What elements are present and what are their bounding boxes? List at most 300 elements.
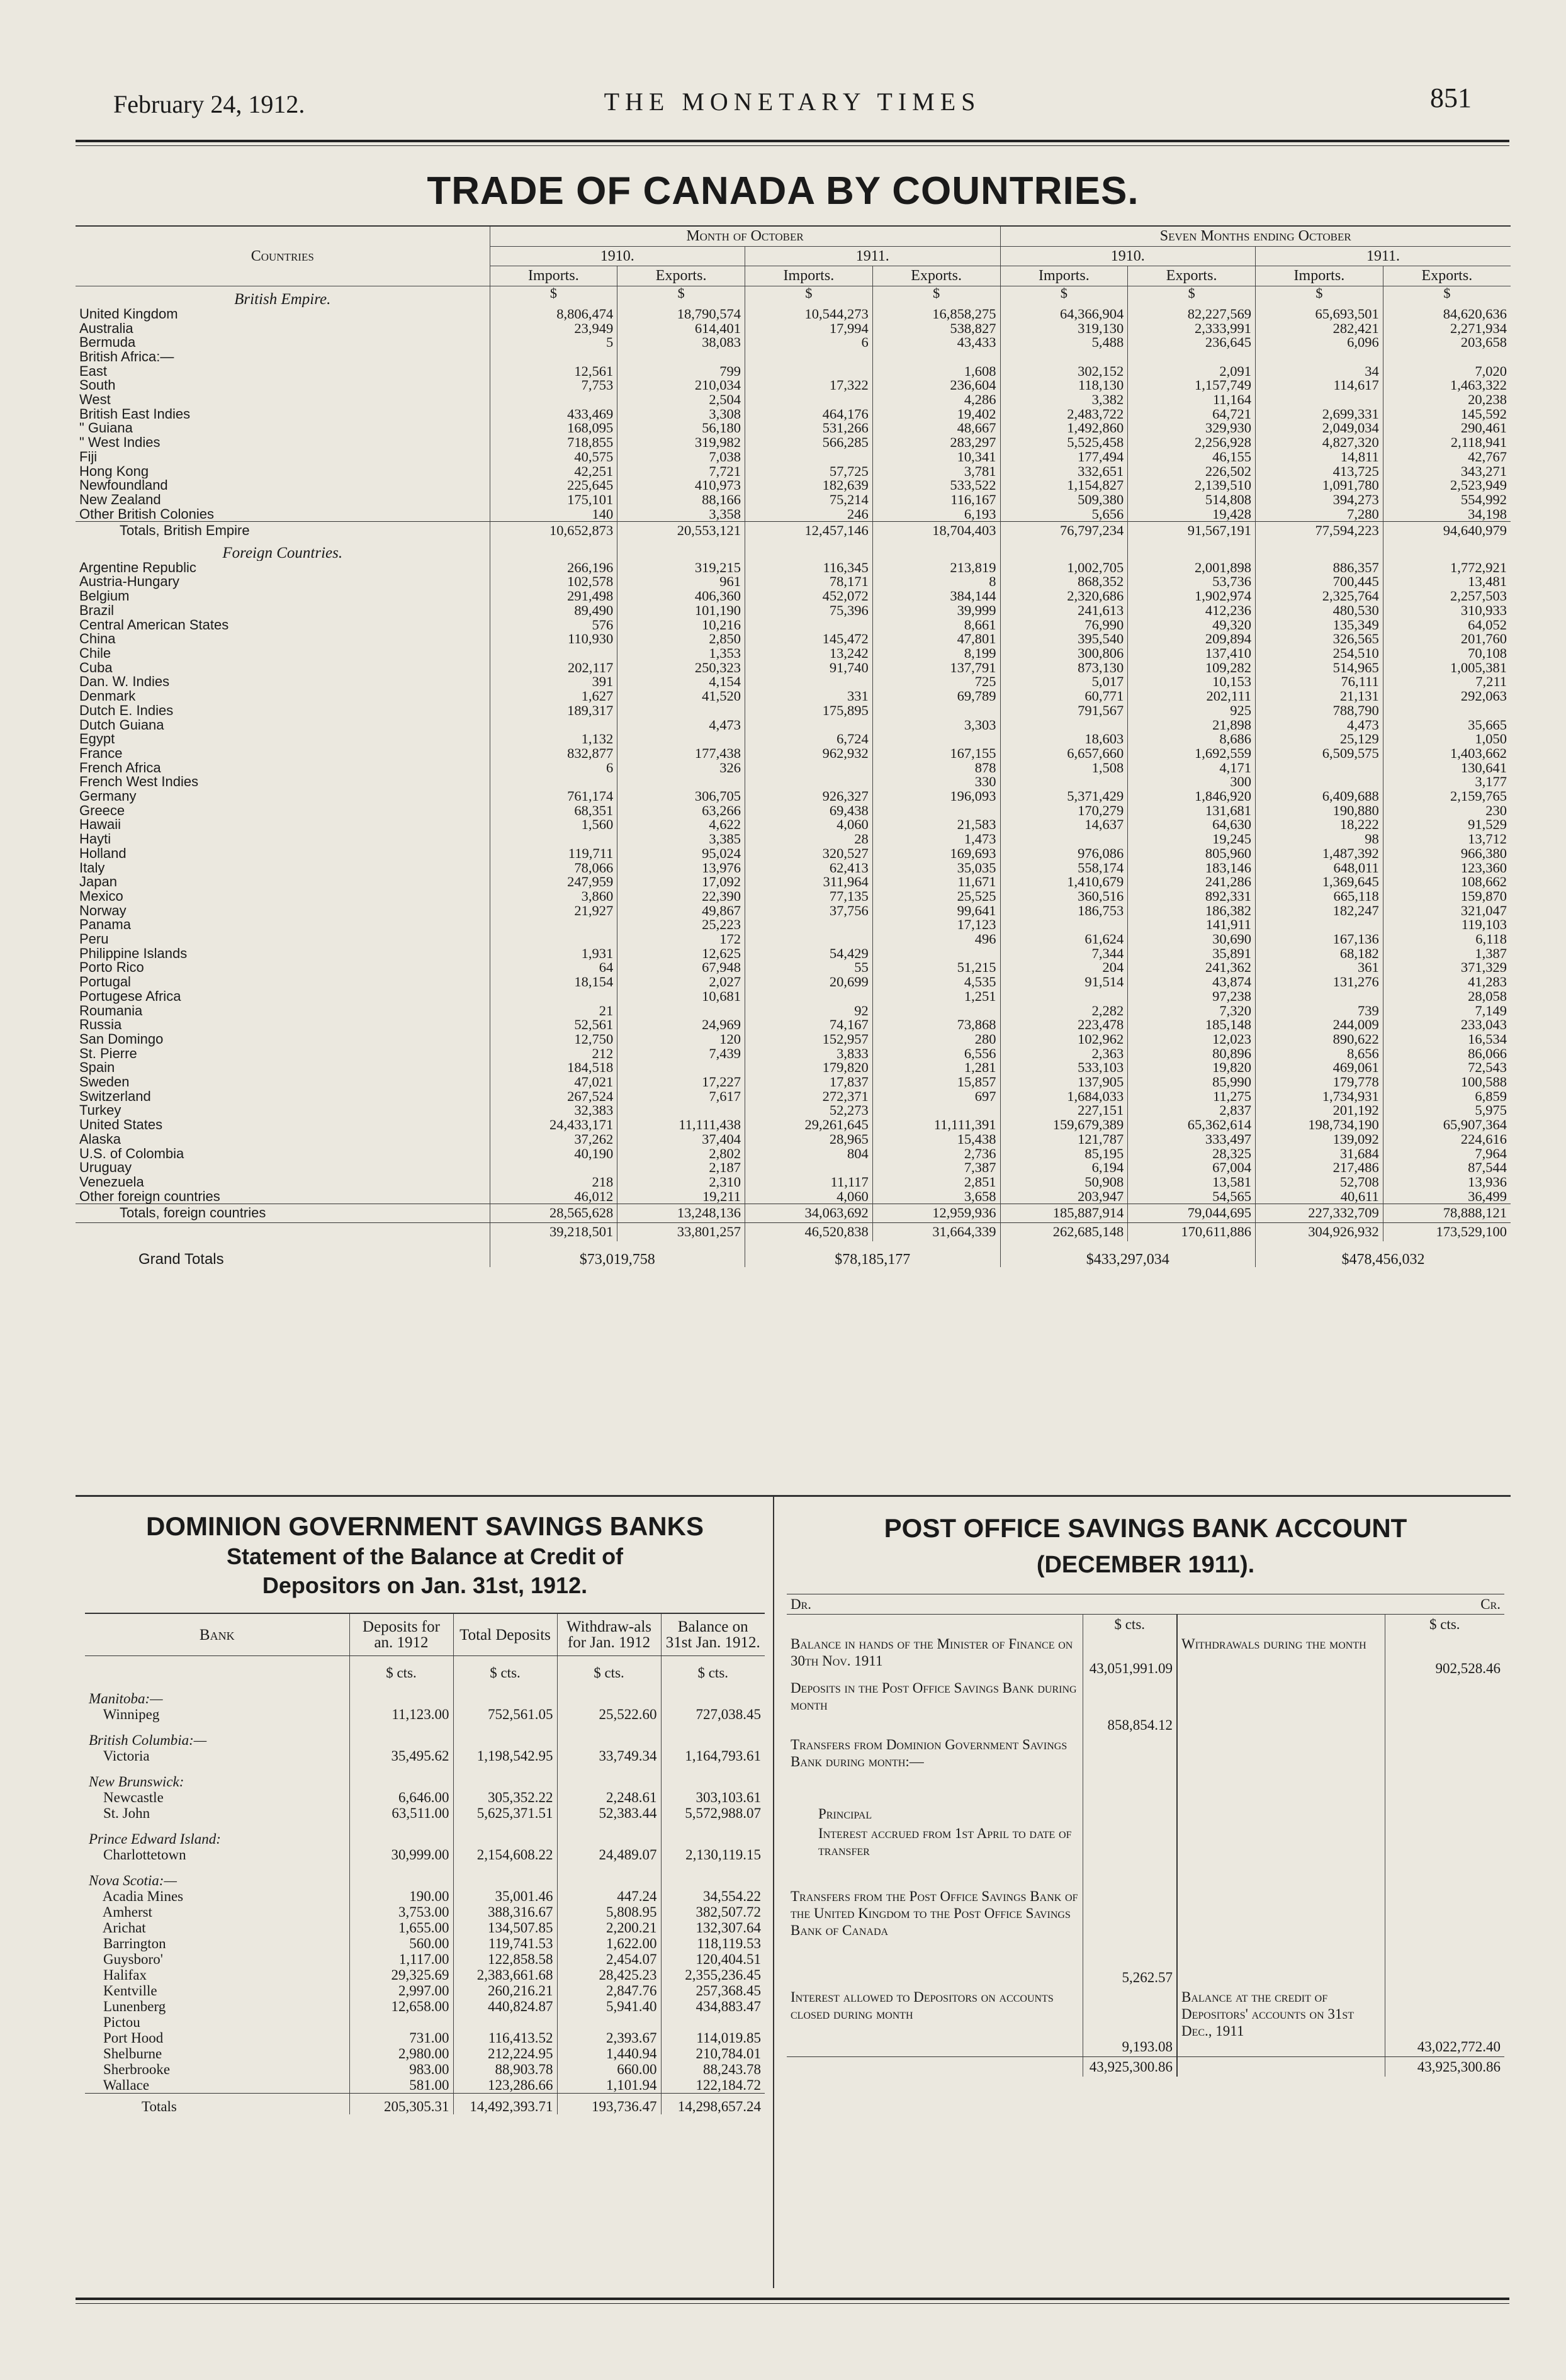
table-row	[76, 1175, 1511, 1190]
value-cell: 170,279	[1000, 804, 1128, 818]
value-cell: 70,108	[1383, 646, 1511, 661]
table-row	[76, 689, 1511, 704]
value-cell: 130,641	[1383, 761, 1511, 775]
table-row	[76, 1047, 1511, 1061]
value-cell: 700,445	[1256, 575, 1383, 589]
value-cell: 452,072	[745, 589, 873, 604]
value-cell: 8,199	[872, 646, 1000, 661]
table-row	[85, 1936, 765, 1951]
country-name: Germany	[79, 789, 137, 804]
value-cell: 213,819	[872, 561, 1000, 575]
table-row	[76, 932, 1511, 947]
value-cell: 131,276	[1256, 975, 1383, 990]
value-cell: 167,136	[1256, 932, 1383, 947]
value-cell: 1,473	[872, 832, 1000, 847]
value-cell: 74,167	[745, 1018, 873, 1032]
value-cell	[617, 1061, 745, 1075]
principal-label: Principal	[818, 1806, 872, 1822]
country-name: British East Indies	[79, 407, 191, 422]
table-row	[76, 322, 1511, 336]
value-cell	[557, 2014, 661, 2030]
value-cell: 1,487,392	[1256, 847, 1383, 861]
value-cell: 1,410,679	[1000, 875, 1128, 889]
table-row	[76, 732, 1511, 747]
value-cell: 382,507.72	[661, 1904, 765, 1920]
value-cell: 62,413	[745, 861, 873, 876]
value-cell: 19,211	[617, 1190, 745, 1204]
exports-header: Exports.	[1383, 266, 1511, 286]
post-office-savings-section	[787, 1511, 1504, 2077]
value-cell: 1,902,974	[1128, 589, 1256, 604]
column-divider	[773, 1495, 774, 2288]
value-cell: 190.00	[349, 1888, 453, 1904]
value-cell: 119,711	[490, 847, 617, 861]
value-cell: 236,604	[872, 378, 1000, 393]
value-cell: 1,492,860	[1000, 421, 1128, 436]
value-cell: 966,380	[1383, 847, 1511, 861]
table-row	[76, 889, 1511, 904]
value-cell: 88,243.78	[661, 2061, 765, 2077]
value-cell: 10,153	[1128, 675, 1256, 689]
value-cell: 4,154	[617, 675, 745, 689]
value-cell: 6,509,575	[1256, 747, 1383, 761]
value-cell: 10,544,273	[745, 307, 873, 322]
value-cell: 246	[745, 507, 873, 522]
value-cell: 1,198,542.95	[453, 1748, 557, 1764]
value-cell: 2,393.67	[557, 2030, 661, 2046]
value-cell: 36,499	[1383, 1190, 1511, 1204]
value-cell: 440,824.87	[453, 1999, 557, 2014]
value-cell: 4,060	[745, 818, 873, 832]
value-cell	[490, 646, 617, 661]
branch-name: Port Hood	[89, 2030, 164, 2046]
value-cell: 731.00	[349, 2030, 453, 2046]
value-cell: 7,280	[1256, 507, 1383, 522]
value-cell: 2,049,034	[1256, 421, 1383, 436]
grand-total-value: $73,019,758	[490, 1241, 745, 1267]
value-cell: 1,002,705	[1000, 561, 1128, 575]
total-value: 31,664,339	[872, 1223, 1000, 1241]
value-cell: 11,111,438	[617, 1118, 745, 1132]
value-cell: 25,129	[1256, 732, 1383, 747]
value-cell: 123,286.66	[453, 2077, 557, 2094]
value-cell: 20,699	[745, 975, 873, 990]
value-cell: 212	[490, 1047, 617, 1061]
value-cell: 5,488	[1000, 336, 1128, 350]
table-row	[85, 1999, 765, 2014]
value-cell: 447.24	[557, 1888, 661, 1904]
value-cell: 434,883.47	[661, 1999, 765, 2014]
value-cell	[490, 775, 617, 789]
value-cell: 137,791	[872, 661, 1000, 675]
branch-name: Lunenberg	[89, 1999, 166, 2014]
exports-header: Exports.	[1128, 266, 1256, 286]
debit-label: Dr.	[791, 1596, 812, 1612]
total-value: 193,736.47	[557, 2094, 661, 2115]
value-cell: 2,383,661.68	[453, 1967, 557, 1983]
value-cell: 175,101	[490, 493, 617, 507]
value-cell: 134,507.85	[453, 1920, 557, 1936]
table-row	[76, 646, 1511, 661]
imports-header: Imports.	[745, 266, 873, 286]
value-cell	[617, 704, 745, 718]
value-cell: 11,111,391	[872, 1118, 1000, 1132]
value-cell: 41,520	[617, 689, 745, 704]
total-value: 20,553,121	[617, 522, 745, 540]
value-cell: 108,662	[1383, 875, 1511, 889]
value-cell	[745, 932, 873, 947]
table-row	[76, 364, 1511, 379]
value-cell: 35,001.46	[453, 1888, 557, 1904]
value-cell: 300	[1128, 775, 1256, 789]
value-cell: 116,167	[872, 493, 1000, 507]
branch-name: Kentville	[89, 1983, 157, 1999]
total-value: 39,218,501	[490, 1223, 617, 1241]
value-cell: 394,273	[1256, 493, 1383, 507]
table-row	[76, 493, 1511, 507]
dollar-sign	[1128, 540, 1256, 561]
value-cell: 566,285	[745, 436, 873, 450]
province-heading-row	[85, 1681, 765, 1706]
value-cell: 6,096	[1256, 336, 1383, 350]
value-cell: 169,693	[872, 847, 1000, 861]
value-cell: 224,616	[1383, 1132, 1511, 1147]
value-cell: 538,827	[872, 322, 1000, 336]
value-cell: 34,198	[1383, 507, 1511, 522]
value-cell	[872, 350, 1000, 364]
value-cell: 413,725	[1256, 465, 1383, 479]
value-cell: 48,667	[872, 421, 1000, 436]
table-row	[85, 2077, 765, 2094]
value-cell: 2,256,928	[1128, 436, 1256, 450]
value-cell	[1128, 350, 1256, 364]
value-cell: 2,355,236.45	[661, 1967, 765, 1983]
interest-allowed-label: Interest allowed to Depositors on accounts closed during month	[791, 1989, 1054, 2022]
dollar-sign: $	[872, 286, 1000, 307]
value-cell	[1383, 704, 1511, 718]
total-deposits-header: Total Deposits	[453, 1613, 557, 1656]
dgsb-table	[85, 1613, 765, 2114]
value-cell: 15,438	[872, 1132, 1000, 1147]
value-cell: 21,927	[490, 904, 617, 918]
total-value: 91,567,191	[1128, 522, 1256, 540]
country-name: Belgium	[79, 589, 130, 604]
value-cell: 241,613	[1000, 604, 1128, 618]
value-cell: 343,271	[1383, 465, 1511, 479]
value-cell: 16,534	[1383, 1032, 1511, 1047]
value-cell: 114,019.85	[661, 2030, 765, 2046]
value-cell	[661, 2014, 765, 2030]
country-name: Uruguay	[79, 1161, 132, 1175]
value-cell: 5,808.95	[557, 1904, 661, 1920]
value-cell: 14,637	[1000, 818, 1128, 832]
value-cell: 40,190	[490, 1147, 617, 1161]
value-cell: 3,303	[872, 718, 1000, 733]
country-name: Greece	[79, 803, 125, 818]
value-cell	[745, 1161, 873, 1175]
table-row	[76, 661, 1511, 675]
trade-title: TRADE OF CANADA BY COUNTRIES.	[427, 169, 1139, 213]
table-row	[76, 336, 1511, 350]
value-cell: 21,131	[1256, 689, 1383, 704]
value-cell: 42,767	[1383, 450, 1511, 465]
country-name: China	[79, 632, 116, 646]
value-cell: 247,959	[490, 875, 617, 889]
value-cell: 925	[1128, 704, 1256, 718]
value-cell: 718,855	[490, 436, 617, 450]
value-cell: 63,266	[617, 804, 745, 818]
country-name: Japan	[79, 875, 117, 889]
table-row	[76, 1118, 1511, 1132]
value-cell: 116,413.52	[453, 2030, 557, 2046]
value-cell: 17,227	[617, 1075, 745, 1090]
table-row	[85, 2046, 765, 2061]
value-cell	[872, 704, 1000, 718]
magazine-name: THE MONETARY TIMES	[604, 87, 981, 116]
country-name: New Zealand	[79, 492, 161, 507]
value-cell: 51,215	[872, 961, 1000, 975]
table-row	[76, 507, 1511, 522]
country-name: Brazil	[79, 603, 115, 618]
british-empire-heading	[76, 286, 1511, 307]
table-row	[85, 1920, 765, 1936]
value-cell: 17,837	[745, 1075, 873, 1090]
value-cell: 2,980.00	[349, 2046, 453, 2061]
value-cell	[490, 718, 617, 733]
balance-header: Balance on 31st Jan. 1912.	[661, 1613, 765, 1656]
value-cell: 5	[490, 336, 617, 350]
value-cell: 31,684	[1256, 1147, 1383, 1161]
value-cell: 2,997.00	[349, 1983, 453, 1999]
value-cell: 102,962	[1000, 1032, 1128, 1047]
year-1910-month: 1910.	[490, 246, 745, 266]
value-cell: 186,382	[1128, 904, 1256, 918]
value-cell: 41,283	[1383, 975, 1511, 990]
value-cell: 361	[1256, 961, 1383, 975]
value-cell: 233,043	[1383, 1018, 1511, 1032]
value-cell	[872, 947, 1000, 961]
country-name: Argentine Republic	[79, 560, 196, 575]
value-cell: 29,261,645	[745, 1118, 873, 1132]
deposits-amount: 858,854.12	[1083, 1678, 1177, 1735]
value-cell: 804	[745, 1147, 873, 1161]
value-cell: 531,266	[745, 421, 873, 436]
table-row	[85, 1904, 765, 1920]
value-cell: 121,787	[1000, 1132, 1128, 1147]
table-row	[76, 704, 1511, 718]
province-heading-row	[85, 1863, 765, 1888]
value-cell: 5,975	[1383, 1103, 1511, 1118]
total-value: 12,959,936	[872, 1204, 1000, 1223]
value-cell: 49,867	[617, 904, 745, 918]
value-cell: 186,753	[1000, 904, 1128, 918]
table-row	[76, 350, 1511, 364]
country-name: French Africa	[79, 760, 161, 775]
value-cell: 3,658	[872, 1190, 1000, 1204]
value-cell: 120,404.51	[661, 1951, 765, 1967]
value-cell: 32,383	[490, 1103, 617, 1118]
value-cell: 319,982	[617, 436, 745, 450]
value-cell: 962,932	[745, 747, 873, 761]
value-cell: 4,171	[1128, 761, 1256, 775]
value-cell: 190,880	[1256, 804, 1383, 818]
posb-account-table	[787, 1594, 1504, 2077]
value-cell: 101,190	[617, 604, 745, 618]
value-cell: 1,117.00	[349, 1951, 453, 1967]
branch-name: Winnipeg	[89, 1706, 160, 1722]
value-cell: 250,323	[617, 661, 745, 675]
dollar-sign: $	[1128, 286, 1256, 307]
value-cell	[1256, 775, 1383, 789]
value-cell: 321,047	[1383, 904, 1511, 918]
value-cell: 360,516	[1000, 889, 1128, 904]
value-cell	[745, 393, 873, 407]
value-cell: 5,941.40	[557, 1999, 661, 2014]
value-cell: 1,734,931	[1256, 1090, 1383, 1104]
value-cell: 10,216	[617, 618, 745, 633]
province-heading-row	[85, 1764, 765, 1790]
value-cell	[490, 832, 617, 847]
dollar-sign	[1256, 540, 1383, 561]
value-cell: 28	[745, 832, 873, 847]
branch-name: Sherbrooke	[89, 2061, 171, 2077]
value-cell: 926,327	[745, 789, 873, 804]
value-cell: 209,894	[1128, 632, 1256, 646]
country-name: French West Indies	[79, 775, 199, 790]
grand-total-value: $78,185,177	[745, 1241, 1001, 1267]
value-cell: 40,575	[490, 450, 617, 465]
table-row	[76, 561, 1511, 575]
value-cell: 25,522.60	[557, 1706, 661, 1722]
value-cell: 168,095	[490, 421, 617, 436]
value-cell: 260,216.21	[453, 1983, 557, 1999]
table-row	[76, 918, 1511, 932]
value-cell: 69,789	[872, 689, 1000, 704]
value-cell: 21	[490, 1004, 617, 1018]
value-cell: 886,357	[1256, 561, 1383, 575]
value-cell: 2,130,119.15	[661, 1847, 765, 1863]
posb-title: POST OFFICE SAVINGS BANK ACCOUNT	[884, 1513, 1407, 1543]
value-cell: 3,358	[617, 507, 745, 522]
value-cell: 7,387	[872, 1161, 1000, 1175]
country-name: United States	[79, 1118, 163, 1132]
table-row	[76, 465, 1511, 479]
value-cell: 179,778	[1256, 1075, 1383, 1090]
withdrawals-label: Withdrawals during the month	[1177, 1634, 1385, 1678]
value-cell: 2,320,686	[1000, 589, 1128, 604]
country-name: San Domingo	[79, 1032, 164, 1047]
value-cell	[1256, 350, 1383, 364]
posb-total-left: 43,925,300.86	[1083, 2056, 1177, 2077]
table-row	[76, 393, 1511, 407]
value-cell	[745, 450, 873, 465]
table-row	[76, 990, 1511, 1004]
value-cell: 42,251	[490, 465, 617, 479]
total-value: 173,529,100	[1383, 1223, 1511, 1241]
value-cell: 47,801	[872, 632, 1000, 646]
value-cell: 2,333,991	[1128, 322, 1256, 336]
country-name: Mexico	[79, 889, 123, 904]
value-cell: 17,092	[617, 875, 745, 889]
total-value: 304,926,932	[1256, 1223, 1383, 1241]
value-cell: 12,561	[490, 364, 617, 379]
value-cell: 91,740	[745, 661, 873, 675]
value-cell: 53,736	[1128, 575, 1256, 589]
value-cell: 2,847.76	[557, 1983, 661, 1999]
value-cell: 28,965	[745, 1132, 873, 1147]
value-cell: 43,874	[1128, 975, 1256, 990]
value-cell: 2,504	[617, 393, 745, 407]
country-name: Dan. W. Indies	[79, 675, 170, 690]
value-cell: 241,362	[1128, 961, 1256, 975]
table-row	[76, 1147, 1511, 1161]
value-cell: 52,383.44	[557, 1805, 661, 1821]
value-cell	[745, 990, 873, 1004]
value-cell: 1,369,645	[1256, 875, 1383, 889]
value-cell: 203,947	[1000, 1190, 1128, 1204]
value-cell: 21,898	[1128, 718, 1256, 733]
dollar-sign	[1383, 540, 1511, 561]
value-cell: 283,297	[872, 436, 1000, 450]
value-cell: 8,686	[1128, 732, 1256, 747]
value-cell: 3,177	[1383, 775, 1511, 789]
value-cell: 227,151	[1000, 1103, 1128, 1118]
value-cell: 6,193	[872, 507, 1000, 522]
country-name: Turkey	[79, 1103, 121, 1119]
table-row	[76, 975, 1511, 990]
value-cell: 6,409,688	[1256, 789, 1383, 804]
value-cell: 254,510	[1256, 646, 1383, 661]
country-name: Norway	[79, 903, 127, 918]
value-cell	[490, 393, 617, 407]
branch-name: Newcastle	[89, 1790, 164, 1805]
total-value: 205,305.31	[349, 2094, 453, 2115]
value-cell	[745, 775, 873, 789]
table-row	[76, 1132, 1511, 1147]
value-cell: 1,154,827	[1000, 478, 1128, 493]
foreign-total-row	[76, 1204, 1511, 1223]
value-cell: 25,525	[872, 889, 1000, 904]
value-cell	[1000, 775, 1128, 789]
country-name: Switzerland	[79, 1089, 151, 1104]
value-cell: 282,421	[1256, 322, 1383, 336]
value-cell: 64,366,904	[1000, 307, 1128, 322]
value-cell: 204	[1000, 961, 1128, 975]
value-cell: 6,556	[872, 1047, 1000, 1061]
value-cell: 1,101.94	[557, 2077, 661, 2094]
value-cell	[872, 804, 1000, 818]
value-cell: 68,182	[1256, 947, 1383, 961]
value-cell: 799	[617, 364, 745, 379]
table-row	[76, 1103, 1511, 1118]
value-cell: 8,661	[872, 618, 1000, 633]
section-heading: Foreign Countries.	[222, 544, 343, 561]
value-cell: 55	[745, 961, 873, 975]
grand-total-value: $478,456,032	[1256, 1241, 1511, 1267]
interest-accrued-label: Interest accrued from 1st April to date of transfer	[818, 1825, 1072, 1858]
value-cell: 3,753.00	[349, 1904, 453, 1920]
value-cell: 135,349	[1256, 618, 1383, 633]
country-name: Portugal	[79, 975, 131, 990]
value-cell: 4,535	[872, 975, 1000, 990]
value-cell: 480,530	[1256, 604, 1383, 618]
value-cell: 305,352.22	[453, 1790, 557, 1805]
table-row	[76, 1190, 1511, 1204]
value-cell: 533,103	[1000, 1061, 1128, 1075]
branch-name: Charlottetown	[89, 1847, 186, 1863]
value-cell: 67,004	[1128, 1161, 1256, 1175]
value-cell: 1,508	[1000, 761, 1128, 775]
